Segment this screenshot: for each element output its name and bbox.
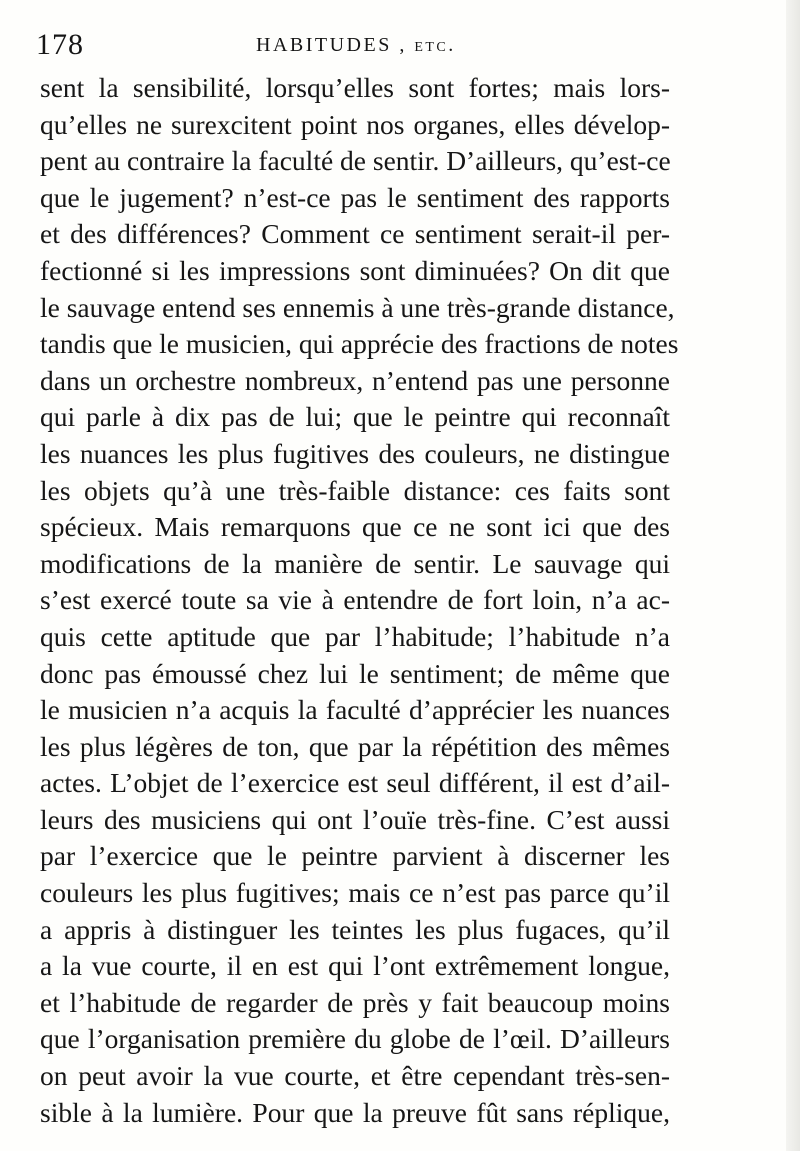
text-line: sent la sensibilité, lorsqu’elles sont fortes; mais lors- (40, 72, 670, 103)
text-line: pent au contraire la faculté de sentir. D’ailleurs, qu’est-ce (40, 145, 671, 177)
running-head-title: HABITUDES , etc. (256, 34, 456, 56)
text-line: et l’habitude de regarder de près y fait beaucoup moins (40, 986, 670, 1018)
text-line: actes. L’objet de l’exercice est seul différent, il est d’ail- (40, 767, 670, 799)
text-line: qu’elles ne surexcitent point nos organes, elles dévelop- (40, 108, 670, 140)
text-line: par l’exercice que le peintre parvient à discerner les (40, 840, 670, 872)
text-line: qui parle à dix pas de lui; que le peintre qui reconnaît (40, 401, 670, 433)
text-line: quis cette aptitude que par l’habitude; l’habitude n’a (40, 620, 670, 652)
text-line: le musicien n’a acquis la faculté d’apprécier les nuances (40, 694, 670, 726)
text-line: donc pas émoussé chez lui le sentiment; de même que (40, 657, 670, 689)
body-text (40, 70, 679, 1131)
text-line: tandis que le musicien, qui apprécie des fractions de notes (40, 328, 679, 360)
text-line: s’est exercé toute sa vie à entendre de fort loin, n’a ac- (40, 584, 670, 616)
page-edge-shadow (786, 0, 800, 1151)
text-line: spécieux. Mais remarquons que ce ne sont ici que des (40, 511, 670, 543)
text-line: a la vue courte, il en est qui l’ont extrêmement longue, (40, 950, 670, 982)
text-line: leurs des musiciens qui ont l’ouïe très-fine. C’est aussi (40, 803, 670, 835)
text-line: dans un orchestre nombreux, n’entend pas une personne (40, 364, 670, 396)
text-line: a appris à distinguer les teintes les plus fugaces, qu’il (40, 913, 670, 945)
page-number: 178 (36, 28, 84, 61)
text-line: les plus légères de ton, que par la répétition des mêmes (40, 730, 670, 762)
text-line: fectionné si les impressions sont diminuées? On dit que (40, 254, 670, 286)
text-line: les nuances les plus fugitives des couleurs, ne distingue (40, 437, 670, 469)
text-line: modifications de la manière de sentir. Le sauvage qui (40, 547, 670, 579)
text-line: on peut avoir la vue courte, et être cependant très-sen- (40, 1060, 670, 1092)
text-line: couleurs les plus fugitives; mais ce n’est pas parce qu’il (40, 877, 670, 909)
text-line: et des différences? Comment ce sentiment serait-il per- (40, 218, 670, 250)
text-line: le sauvage entend ses ennemis à une très-grande distance, (40, 291, 675, 323)
text-line: sible à la lumière. Pour que la preuve fût sans réplique, (40, 1096, 670, 1128)
text-line: que l’organisation première du globe de l’œil. D’ailleurs (40, 1023, 670, 1055)
text-line: que le jugement? n’est-ce pas le sentiment des rapports (40, 181, 670, 213)
text-line: les objets qu’à une très-faible distance: ces faits sont (40, 474, 670, 506)
running-head (36, 28, 676, 64)
